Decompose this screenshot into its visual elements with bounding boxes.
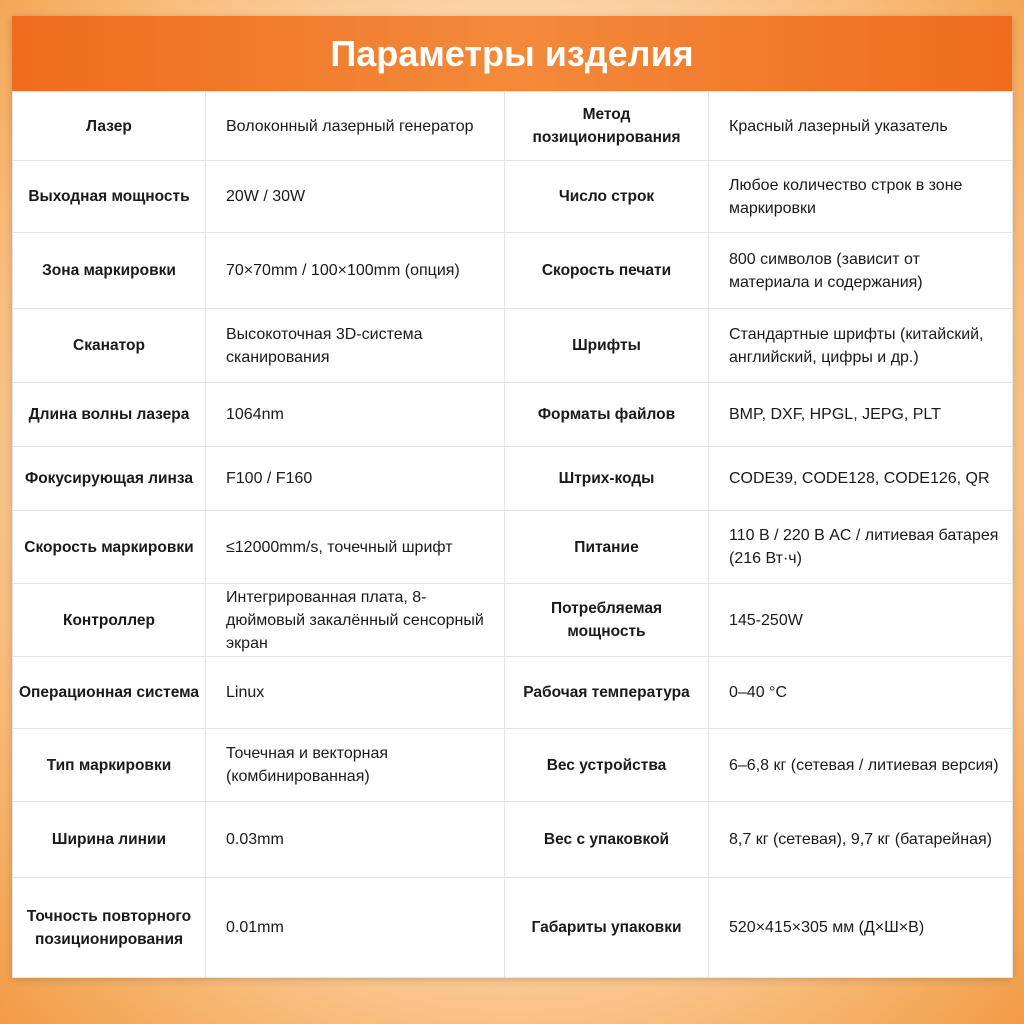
spec-card <box>12 16 1012 977</box>
spec-table <box>12 91 1013 978</box>
spec-label: Длина волны лазера <box>13 383 206 447</box>
spec-value: Любое количество строк в зоне маркировки <box>709 161 1013 233</box>
spec-value: 800 символов (зависит от материала и содержания) <box>709 233 1013 309</box>
spec-value: Интегрированная плата, 8-дюймовый закалённый сенсорный экран <box>206 584 505 657</box>
table-row <box>13 657 1013 729</box>
spec-label: Питание <box>505 511 709 584</box>
spec-label: Контроллер <box>13 584 206 657</box>
table-row <box>13 233 1013 309</box>
spec-label: Тип маркировки <box>13 729 206 802</box>
spec-value: Высокоточная 3D-система сканирования <box>206 309 505 383</box>
spec-label: Сканатор <box>13 309 206 383</box>
spec-value: Волоконный лазерный генератор <box>206 92 505 161</box>
spec-value: CODE39, CODE128, CODE126, QR <box>709 447 1013 511</box>
spec-label: Лазер <box>13 92 206 161</box>
spec-label: Точность повторного позиционирования <box>13 878 206 978</box>
spec-label: Рабочая температура <box>505 657 709 729</box>
spec-value: 8,7 кг (сетевая), 9,7 кг (батарейная) <box>709 802 1013 878</box>
table-row <box>13 511 1013 584</box>
table-row <box>13 161 1013 233</box>
table-row <box>13 92 1013 161</box>
spec-label: Операционная система <box>13 657 206 729</box>
spec-value: 0.03mm <box>206 802 505 878</box>
spec-label: Зона маркировки <box>13 233 206 309</box>
spec-value: 1064nm <box>206 383 505 447</box>
spec-label: Выходная мощность <box>13 161 206 233</box>
table-row <box>13 309 1013 383</box>
spec-label: Метод позиционирования <box>505 92 709 161</box>
spec-value: ≤12000mm/s, точечный шрифт <box>206 511 505 584</box>
spec-label: Ширина линии <box>13 802 206 878</box>
spec-value: Точечная и векторная (комбинированная) <box>206 729 505 802</box>
title-banner <box>12 16 1012 91</box>
spec-label: Скорость маркировки <box>13 511 206 584</box>
spec-value: F100 / F160 <box>206 447 505 511</box>
spec-value: Linux <box>206 657 505 729</box>
table-row <box>13 802 1013 878</box>
spec-value: 6–6,8 кг (сетевая / литиевая версия) <box>709 729 1013 802</box>
table-row <box>13 447 1013 511</box>
table-row <box>13 878 1013 978</box>
spec-label: Скорость печати <box>505 233 709 309</box>
spec-label: Форматы файлов <box>505 383 709 447</box>
spec-label: Шрифты <box>505 309 709 383</box>
table-row <box>13 383 1013 447</box>
spec-value: 110 В / 220 В AC / литиевая батарея (216 Вт·ч) <box>709 511 1013 584</box>
spec-value: 0.01mm <box>206 878 505 978</box>
spec-value: 145-250W <box>709 584 1013 657</box>
spec-label: Фокусирующая линза <box>13 447 206 511</box>
table-row <box>13 584 1013 657</box>
spec-value: 0–40 °C <box>709 657 1013 729</box>
spec-label: Потребляемая мощность <box>505 584 709 657</box>
table-row <box>13 729 1013 802</box>
spec-value: Красный лазерный указатель <box>709 92 1013 161</box>
spec-label: Вес с упаковкой <box>505 802 709 878</box>
spec-value: BMP, DXF, HPGL, JEPG, PLT <box>709 383 1013 447</box>
spec-value: 520×415×305 мм (Д×Ш×В) <box>709 878 1013 978</box>
spec-value: Стандартные шрифты (китайский, английский, цифры и др.) <box>709 309 1013 383</box>
spec-label: Число строк <box>505 161 709 233</box>
spec-value: 70×70mm / 100×100mm (опция) <box>206 233 505 309</box>
spec-label: Вес устройства <box>505 729 709 802</box>
spec-label: Штрих-коды <box>505 447 709 511</box>
spec-value: 20W / 30W <box>206 161 505 233</box>
page-title: Параметры изделия <box>330 32 694 74</box>
spec-label: Габариты упаковки <box>505 878 709 978</box>
